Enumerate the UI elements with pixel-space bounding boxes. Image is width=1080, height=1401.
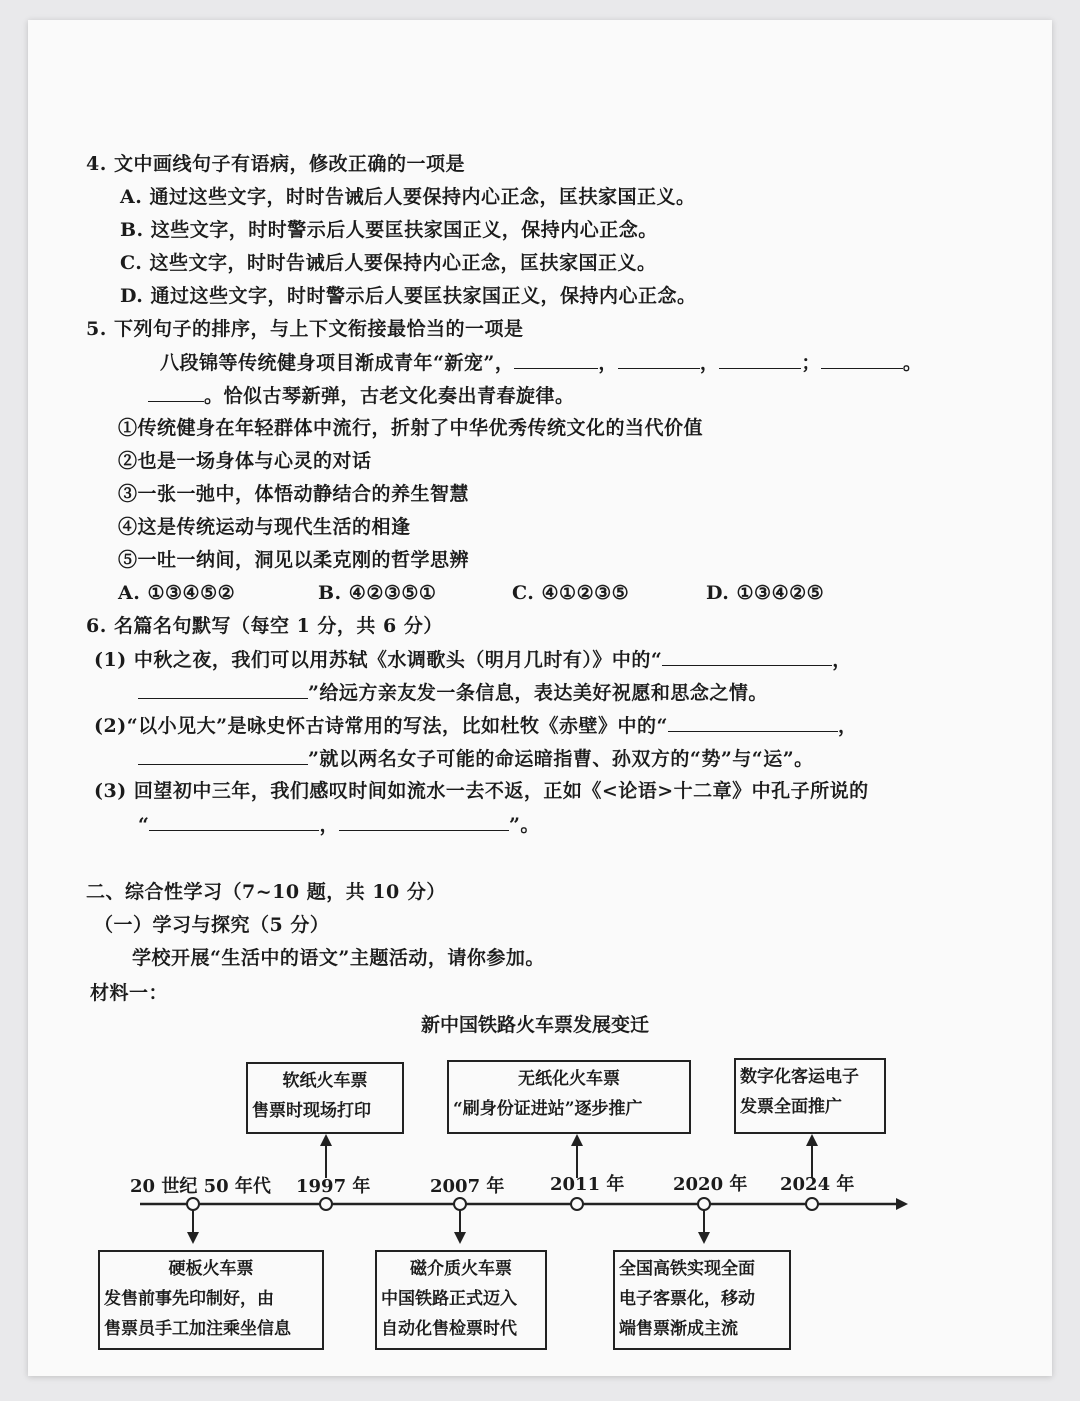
q5-sep-1: ， <box>598 352 618 374</box>
q4-stem: 4. 文中画线句子有语病，修改正确的一项是 <box>86 153 465 175</box>
q5-sentence-4: ④这是传统运动与现代生活的相逢 <box>118 516 411 538</box>
q5-choice-a[interactable]: A. ①③④⑤② <box>118 582 236 604</box>
q5-sep-2: ， <box>699 352 720 374</box>
q4-option-a: A. 通过这些文字，时时告诫后人要保持内心正念，匡扶家国正义。 <box>120 186 696 208</box>
event-2024-line1: 数字化客运电子 <box>740 1067 859 1087</box>
timeline-node-2020 <box>698 1198 710 1210</box>
q6-part1-text: (1) 中秋之夜，我们可以用苏轼《水调歌头（明月几时有）》中的“ <box>94 649 663 671</box>
timeline-node-2007 <box>454 1198 466 1210</box>
q4-option-b: B. 这些文字，时时警示后人要匡扶家国正义，保持内心正念。 <box>120 219 658 241</box>
q5-sentence-1: ①传统健身在年轻群体中流行，折射了中华优秀传统文化的当代价值 <box>118 417 704 439</box>
q6-part2-text: (2)“以小见大”是咏史怀古诗常用的写法，比如杜牧《赤壁》中的“ <box>94 715 668 737</box>
event-2007-line2: 中国铁路正式迈入 <box>381 1289 517 1309</box>
q4-option-c: C. 这些文字，时时告诫后人要保持内心正念，匡扶家国正义。 <box>120 252 657 274</box>
event-2020-line2: 电子客票化，移动 <box>619 1289 755 1309</box>
material-label: 材料一： <box>90 982 169 1004</box>
section2-heading: 二、综合性学习（7~10 题，共 10 分） <box>86 881 446 903</box>
event-2007-title: 磁介质火车票 <box>410 1259 512 1279</box>
timeline-node-1997 <box>320 1198 332 1210</box>
q6-part1-tail: ”给远方亲友发一条信息，表达美好祝愿和思念之情。 <box>308 682 768 704</box>
q5-choice-d[interactable]: D. ①③④②⑤ <box>706 582 825 604</box>
q6-part1-comma: ， <box>832 649 852 671</box>
q5-passage-start: 八段锦等传统健身项目渐成青年“新宠”， <box>160 352 515 374</box>
arrowhead-down-2020 <box>698 1232 710 1244</box>
section2-intro: 学校开展“生活中的语文”主题活动，请你参加。 <box>132 947 545 969</box>
exam-page <box>28 20 1052 1376</box>
q5-sentence-2: ②也是一场身体与心灵的对话 <box>118 450 372 472</box>
section2-sub: （一）学习与探究（5 分） <box>94 914 330 936</box>
arrowhead-up-1997 <box>320 1134 332 1146</box>
q5-sentence-3: ③一张一弛中，体悟动静结合的养生智慧 <box>118 483 470 505</box>
timeline-node-2011 <box>571 1198 583 1210</box>
event-2011-title: 无纸化火车票 <box>518 1069 620 1089</box>
q6-stem: 6. 名篇名句默写（每空 1 分，共 6 分） <box>86 615 443 637</box>
q5-stem: 5. 下列句子的排序，与上下文衔接最恰当的一项是 <box>86 318 524 340</box>
q6-part3-close-quote: ”。 <box>508 814 540 836</box>
timeline-arrowhead <box>896 1198 908 1210</box>
year-label-2007: 2007 年 <box>430 1176 505 1197</box>
arrowhead-down-1950s <box>187 1232 199 1244</box>
event-box-2024 <box>734 1058 886 1134</box>
q5-sentence-5: ⑤一吐一纳间，洞见以柔克刚的哲学思辨 <box>118 549 470 571</box>
q6-part3-comma: ， <box>319 814 339 836</box>
event-box-1997 <box>246 1062 404 1134</box>
year-label-2024: 2024 年 <box>780 1174 855 1195</box>
event-1997-desc: 售票时现场打印 <box>252 1101 371 1121</box>
q5-passage-end: 。恰似古琴新弹，古老文化奏出青春旋律。 <box>204 385 575 407</box>
event-2020-line1: 全国高铁实现全面 <box>619 1259 755 1279</box>
event-box-2007 <box>375 1250 547 1350</box>
timeline-node-1950s <box>187 1198 199 1210</box>
event-2007-line3: 自动化售检票时代 <box>381 1319 517 1339</box>
q5-sep-3: ； <box>801 352 821 374</box>
q5-choice-c[interactable]: C. ④①②③⑤ <box>512 582 630 604</box>
year-label-2011: 2011 年 <box>550 1174 625 1195</box>
arrowhead-up-2024 <box>806 1134 818 1146</box>
event-1997-title: 软纸火车票 <box>282 1071 368 1091</box>
year-label-1997: 1997 年 <box>296 1176 371 1197</box>
q4-option-d: D. 通过这些文字，时时警示后人要匡扶家国正义，保持内心正念。 <box>120 285 697 307</box>
year-label-2020: 2020 年 <box>673 1174 748 1195</box>
year-label-1950s: 20 世纪 50 年代 <box>130 1176 271 1197</box>
event-2011-desc: “刷身份证进站”逐步推广 <box>453 1099 643 1119</box>
event-2020-line3: 端售票渐成主流 <box>619 1319 738 1339</box>
timeline-node-2024 <box>806 1198 818 1210</box>
q5-sep-4: 。 <box>902 352 923 374</box>
arrowhead-down-2007 <box>454 1232 466 1244</box>
arrowhead-up-2011 <box>571 1134 583 1146</box>
timeline-title: 新中国铁路火车票发展变迁 <box>421 1014 650 1036</box>
q6-part2-tail: ”就以两名女子可能的命运暗指曹、孙双方的“势”与“运”。 <box>308 748 814 770</box>
q6-part3-open-quote: “ <box>138 814 150 836</box>
event-1950s-line2: 发售前事先印制好，由 <box>104 1289 274 1309</box>
event-1950s-title: 硬板火车票 <box>168 1259 254 1279</box>
q6-part2-comma: ， <box>838 715 858 737</box>
q5-choice-b[interactable]: B. ④②③⑤① <box>318 582 437 604</box>
event-1950s-line3: 售票员手工加注乘坐信息 <box>104 1319 291 1339</box>
event-box-2020 <box>613 1250 791 1350</box>
event-box-1950s <box>98 1250 324 1350</box>
event-box-2011 <box>447 1060 691 1134</box>
q6-part3-line1: (3) 回望初中三年，我们感叹时间如流水一去不返，正如《<论语>十二章》中孔子所说的 <box>94 780 869 802</box>
event-2024-line2: 发票全面推广 <box>740 1097 842 1117</box>
